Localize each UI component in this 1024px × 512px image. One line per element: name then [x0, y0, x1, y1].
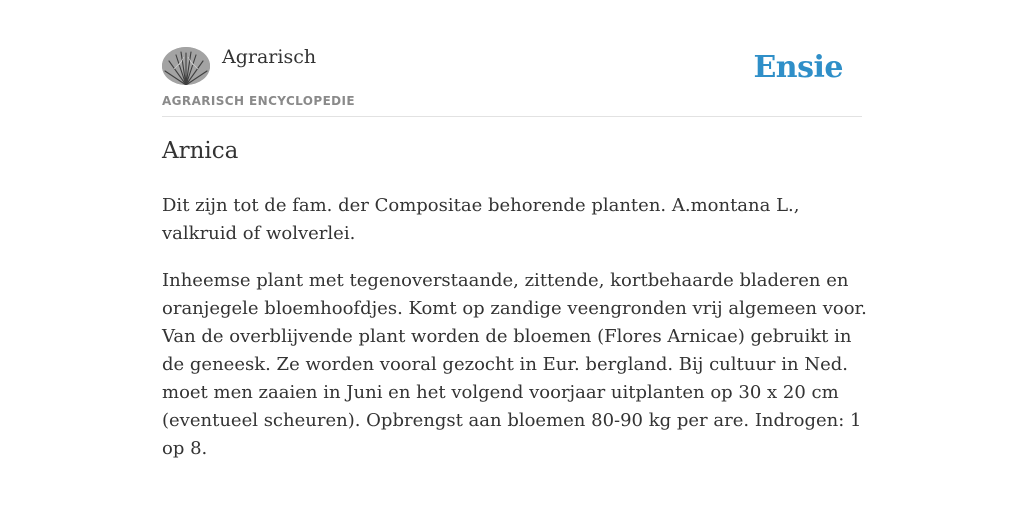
brand-logo[interactable]: Ensie [753, 50, 843, 85]
wheat-icon [162, 47, 210, 85]
header [162, 44, 862, 117]
article-paragraph: Dit zijn tot de fam. der Compositae behorende planten. A.montana L., valkruid of wolverlei. [162, 195, 800, 244]
source-subtitle: AGRARISCH ENCYCLOPEDIE [162, 94, 355, 108]
source-name[interactable]: Agrarisch [222, 46, 317, 68]
article-body [162, 192, 867, 482]
article-title: Arnica [162, 138, 239, 164]
article-paragraph: Inheemse plant met tegenoverstaande, zittende, kortbehaarde bladeren en oranjegele bloemhoofdjes. Komt op zandige veengronden vrij algemeen voor. Van de overblijvende plant worden de bloemen (Flores Arnicae) gebruikt in de geneesk. Ze worden vooral gezocht in Eur. bergland. Bij cultuur in Ned. moet men zaaien in Juni en het volgend voorjaar uitplanten op 30 x 20 cm (eventueel scheuren). Opbrengst aan bloemen 80-90 kg per are. Indrogen: 1 op 8. [162, 270, 867, 459]
source-logo-wheat-icon[interactable] [162, 47, 210, 85]
